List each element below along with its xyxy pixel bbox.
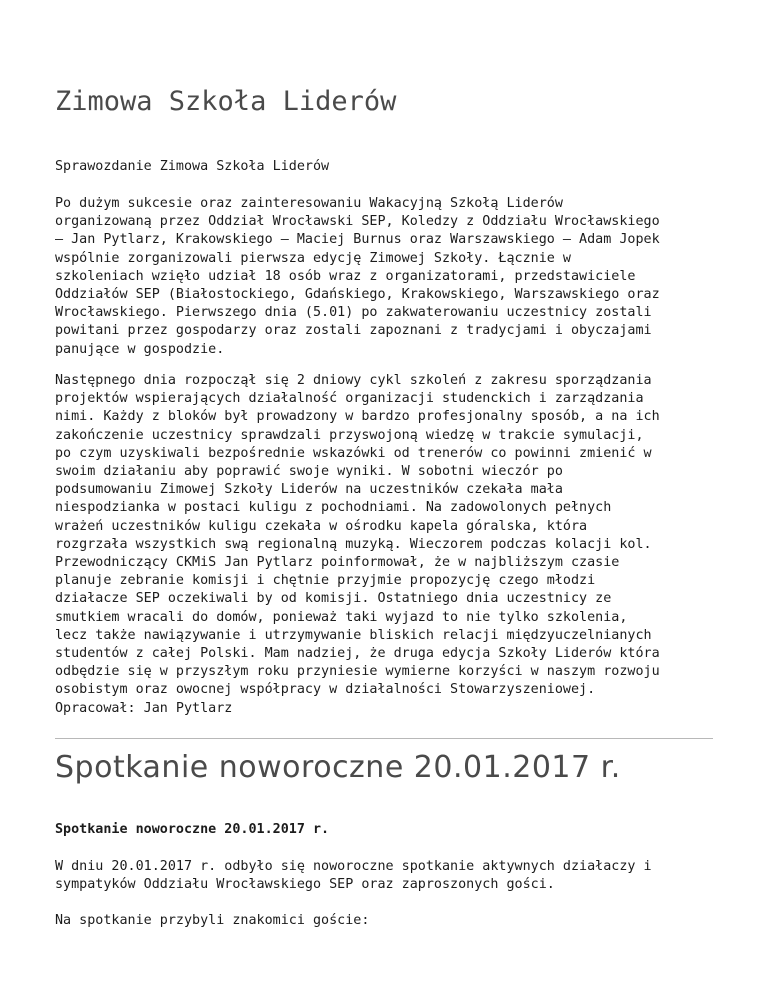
- paragraph-line: Następnego dnia rozpoczął się 2 dniowy cykl szkoleń z zakresu sporządzania: [55, 373, 652, 388]
- article-title[interactable]: Zimowa Szkoła Liderów: [55, 86, 397, 117]
- subtitle-line: Sprawozdanie Zimowa Szkoła Liderów: [55, 159, 330, 174]
- paragraph-line: osobistym oraz owocnej współpracy w działalności Stowarzyszeniowej.: [55, 682, 596, 698]
- paragraph-line: nimi. Każdy z bloków był prowadzony w bardzo profesjonalny sposób, a na ich: [55, 409, 660, 425]
- paragraph-line: panujące w gospodzie.: [55, 341, 225, 357]
- article-subtitle: Spotkanie noworoczne 20.01.2017 r.: [55, 822, 330, 837]
- paragraph-line: powitani przez gospodarzy oraz zostali zapoznani z tradycjami i obyczajami: [55, 323, 652, 339]
- paragraph-line: odbędzie się w przyszłym roku przyniesie wymierne korzyści w naszym rozwoju: [55, 664, 660, 680]
- article-paragraph: [55, 195, 660, 359]
- article-zimowa-szkola: [55, 84, 715, 716]
- paragraph-line: – Jan Pytlarz, Krakowskiego – Maciej Burnus oraz Warszawskiego – Adam Jopek: [55, 232, 660, 248]
- article-title[interactable]: Spotkanie noworoczne 20.01.2017 r.: [55, 750, 621, 785]
- article-divider: [55, 738, 713, 739]
- article-title-wrap: [55, 748, 621, 788]
- paragraph-line: rozgrzała wszystkich swą regionalną muzyką. Wieczorem podczas kolacji kol.: [55, 536, 652, 552]
- paragraph-line: niespodzianka w postaci kuligu z pochodniami. Na zadowolonych pełnych: [55, 500, 612, 516]
- paragraph-line: studentów z całej Polski. Mam nadziej, że druga edycja Szkoły Liderów która: [55, 646, 660, 662]
- paragraph-line: Po dużym sukcesie oraz zainteresowaniu Wakacyjną Szkołą Liderów: [55, 196, 563, 211]
- paragraph-line: Oddziałów SEP (Białostockiego, Gdańskiego, Krakowskiego, Warszawskiego oraz: [55, 287, 660, 303]
- paragraph-line: Przewodniczący CKMiS Jan Pytlarz poinformował, że w najbliższym czasie: [55, 555, 620, 571]
- paragraph-line: szkoleniach wzięło udział 18 osób wraz z organizatorami, przedstawiciele: [55, 268, 636, 284]
- article-subtitle: [55, 158, 329, 176]
- author-line: Opracował: Jan Pytlarz: [55, 700, 233, 716]
- paragraph-line: smutkiem wracali do domów, ponieważ taki wyjazd to nie tylko szkolenia,: [55, 609, 628, 625]
- paragraph-line: zakończenie uczestnicy sprawdzali przyswojoną wiedzę w trakcie symulacji,: [55, 427, 644, 443]
- article-paragraph: [55, 372, 660, 718]
- paragraph-line: W dniu 20.01.2017 r. odbyło się noworoczne spotkanie aktywnych działaczy i: [55, 859, 652, 874]
- paragraph-line: swoim działaniu aby poprawić swoje wyniki. W sobotni wieczór po: [55, 464, 563, 480]
- paragraph-line: wrażeń uczestników kuligu czekała w ośrodku kapela góralska, która: [55, 518, 588, 534]
- paragraph-line: organizowaną przez Oddział Wrocławski SEP, Koledzy z Oddziału Wrocławskiego: [55, 214, 660, 230]
- paragraph-line: podsumowaniu Zimowej Szkoły Liderów na uczestników czekała mała: [55, 482, 563, 498]
- paragraph-line: lecz także nawiązywanie i utrzymywanie bliskich relacji międzyuczelnianych: [55, 627, 652, 643]
- paragraph-line: planuje zebranie komisji i chętnie przyjmie propozycję czego młodzi: [55, 573, 596, 589]
- paragraph-line: projektów wspierających działalność organizacji studenckich i zarządzania: [55, 391, 644, 407]
- paragraph-line: wspólnie zorganizowali pierwsza edycję Zimowej Szkoły. Łącznie w: [55, 250, 571, 266]
- article-paragraph: [55, 912, 369, 930]
- article-paragraph: [55, 858, 652, 894]
- paragraph-line: działacze SEP oczekiwali by od komisji. Ostatniego dnia uczestnicy ze: [55, 591, 612, 607]
- paragraph-line: Na spotkanie przybyli znakomici goście:: [55, 913, 370, 928]
- paragraph-line: Wrocławskiego. Pierwszego dnia (5.01) po zakwaterowaniu uczestnicy zostali: [55, 305, 652, 321]
- paragraph-line: sympatyków Oddziału Wrocławskiego SEP oraz zaproszonych gości.: [55, 877, 555, 893]
- paragraph-line: po czym uzyskiwali bezpośrednie wskazówki od trenerów co powinni zmienić w: [55, 445, 652, 461]
